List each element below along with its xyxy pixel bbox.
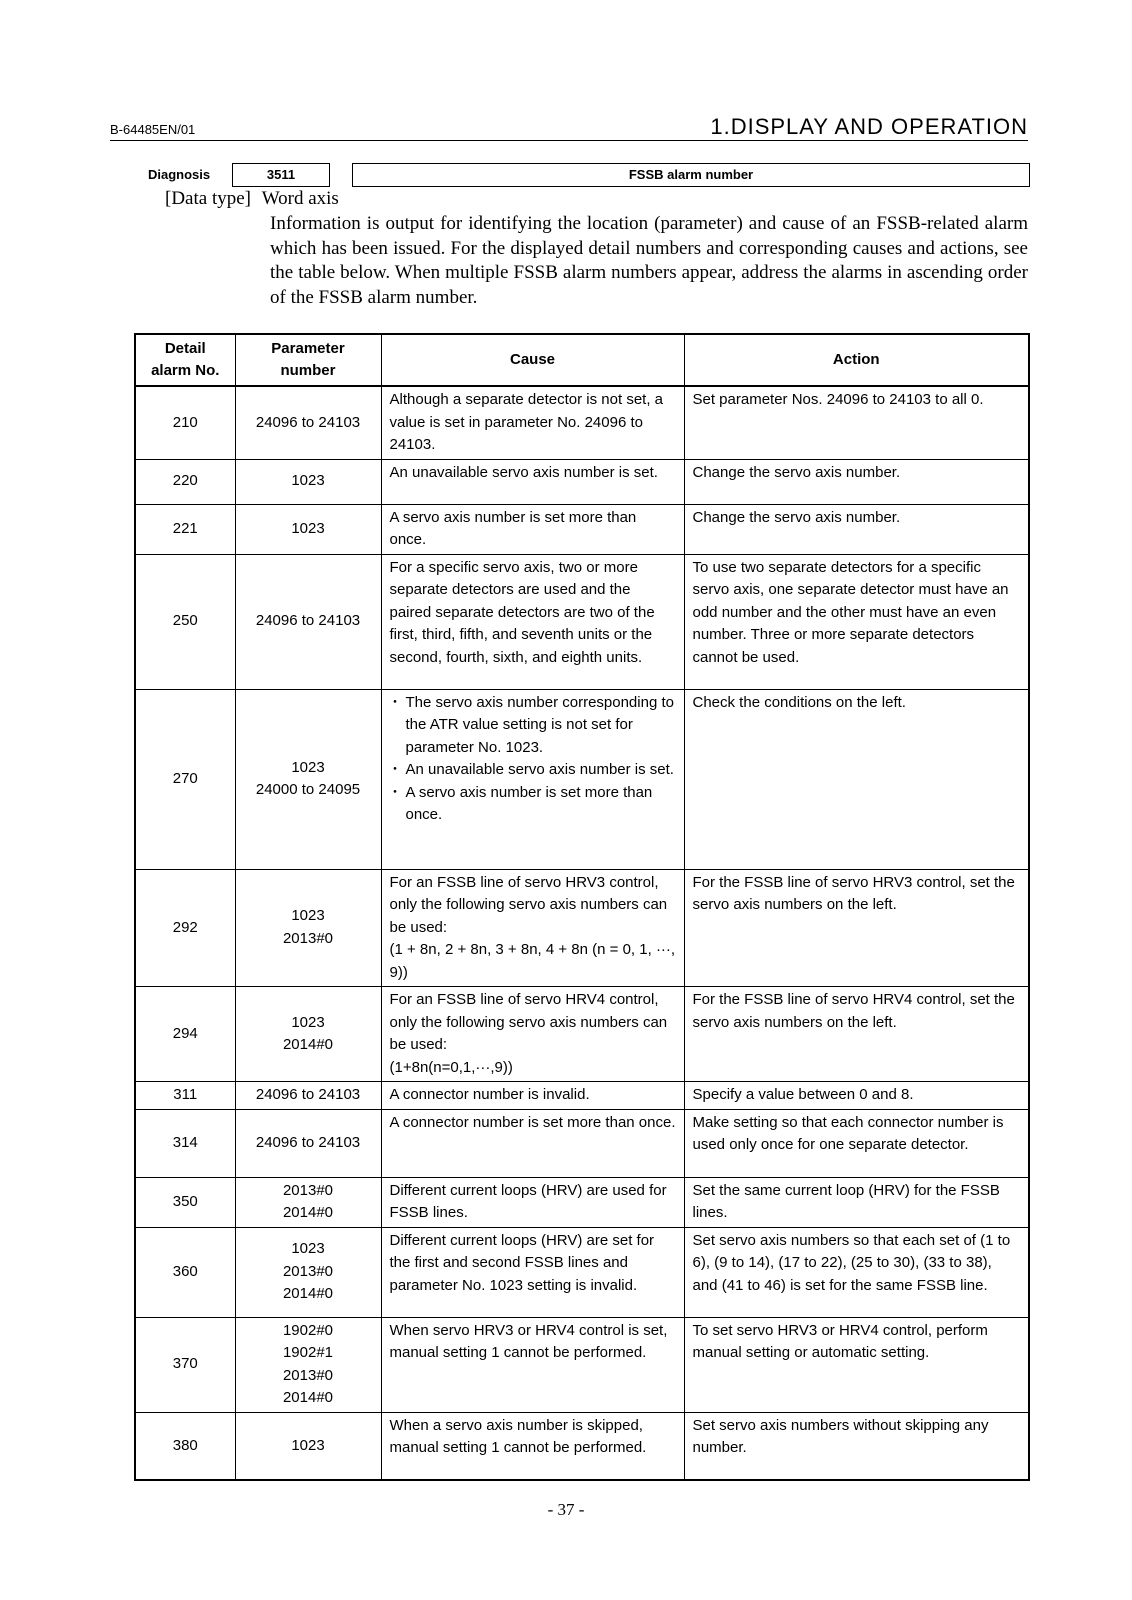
header-detail-alarm-no: Detail alarm No. xyxy=(135,334,235,386)
detail-alarm-no: 221 xyxy=(135,504,235,554)
detail-alarm-no: 220 xyxy=(135,459,235,504)
description: Information is output for identifying the location (parameter) and cause of an FSSB-related alarm which has been issued. For the displayed detail numbers and corresponding causes and actions, see the table below. When multiple FSSB alarm numbers appear, address the alarms in ascending order of the FSSB alarm number. xyxy=(270,213,1028,308)
detail-alarm-no: 360 xyxy=(135,1227,235,1317)
cause-cell: For an FSSB line of servo HRV3 control, only the following servo axis numbers can be used: (1 + 8n, 2 + 8n, 3 + 8n, 4 + 8n (n = 0, 1, ···, 9)) xyxy=(381,869,684,987)
parameter-number: 2013#0 2014#0 xyxy=(235,1177,381,1227)
cause-cell: An unavailable servo axis number is set. xyxy=(381,459,684,504)
data-type xyxy=(165,188,339,210)
detail-alarm-no: 314 xyxy=(135,1109,235,1177)
cause-cell: For a specific servo axis, two or more separate detectors are used and the paired separate detectors are two of the first, third, fifth, and seventh units or the second, fourth, sixth, and eighth units. xyxy=(381,554,684,689)
data-type-value: Word axis xyxy=(261,188,339,209)
action-cell: Set the same current loop (HRV) for the FSSB lines. xyxy=(684,1177,1029,1227)
table-row xyxy=(135,504,1029,554)
table-row xyxy=(135,689,1029,869)
list-item: ・ An unavailable servo axis number is set. xyxy=(390,759,676,782)
detail-alarm-no: 370 xyxy=(135,1317,235,1412)
parameter-number: 1023 2013#0 xyxy=(235,869,381,987)
action-cell: Set servo axis numbers so that each set of (1 to 6), (9 to 14), (17 to 22), (25 to 30), (33 to 38), and (41 to 46) is set for the same FSSB line. xyxy=(684,1227,1029,1317)
list-item: ・ A servo axis number is set more than once. xyxy=(390,782,676,827)
action-cell: For the FSSB line of servo HRV3 control, set the servo axis numbers on the left. xyxy=(684,869,1029,987)
parameter-number: 1023 xyxy=(235,504,381,554)
action-cell: Change the servo axis number. xyxy=(684,504,1029,554)
table-header-row xyxy=(135,334,1029,386)
parameter-number: 1023 2014#0 xyxy=(235,987,381,1082)
action-cell: Check the conditions on the left. xyxy=(684,689,1029,869)
document-id: B-64485EN/01 xyxy=(110,122,196,137)
data-type-label: [Data type] xyxy=(165,188,251,209)
detail-alarm-no: 270 xyxy=(135,689,235,869)
section-title: 1.DISPLAY AND OPERATION xyxy=(710,114,1028,139)
parameter-number: 1023 xyxy=(235,459,381,504)
cause-cell: When servo HRV3 or HRV4 control is set, manual setting 1 cannot be performed. xyxy=(381,1317,684,1412)
cause-cell: Although a separate detector is not set, a value is set in parameter No. 24096 to 24103. xyxy=(381,386,684,459)
action-cell: For the FSSB line of servo HRV4 control, set the servo axis numbers on the left. xyxy=(684,987,1029,1082)
table-row xyxy=(135,1227,1029,1317)
action-cell: Specify a value between 0 and 8. xyxy=(684,1082,1029,1110)
header-parameter-number: Parameter number xyxy=(235,334,381,386)
detail-alarm-no: 350 xyxy=(135,1177,235,1227)
diagnosis-number: 3511 xyxy=(232,163,330,187)
table-row xyxy=(135,1082,1029,1110)
cause-cell: When a servo axis number is skipped, manual setting 1 cannot be performed. xyxy=(381,1412,684,1480)
detail-alarm-no: 292 xyxy=(135,869,235,987)
detail-alarm-no: 311 xyxy=(135,1082,235,1110)
action-cell: Set servo axis numbers without skipping any number. xyxy=(684,1412,1029,1480)
parameter-number: 24096 to 24103 xyxy=(235,1082,381,1110)
parameter-number: 24096 to 24103 xyxy=(235,554,381,689)
detail-alarm-no: 380 xyxy=(135,1412,235,1480)
parameter-number: 1023 24000 to 24095 xyxy=(235,689,381,869)
table-row xyxy=(135,386,1029,459)
detail-alarm-no: 294 xyxy=(135,987,235,1082)
parameter-number: 24096 to 24103 xyxy=(235,1109,381,1177)
action-cell: Set parameter Nos. 24096 to 24103 to all 0. xyxy=(684,386,1029,459)
detail-alarm-no: 210 xyxy=(135,386,235,459)
action-cell: Change the servo axis number. xyxy=(684,459,1029,504)
parameter-number: 24096 to 24103 xyxy=(235,386,381,459)
table-row xyxy=(135,1412,1029,1480)
diagnosis-header xyxy=(148,163,1028,187)
table-row xyxy=(135,869,1029,987)
table-row xyxy=(135,459,1029,504)
diagnosis-label: Diagnosis xyxy=(148,167,211,182)
parameter-number: 1023 xyxy=(235,1412,381,1480)
header-action: Action xyxy=(684,334,1029,386)
parameter-number: 1902#0 1902#1 2013#0 2014#0 xyxy=(235,1317,381,1412)
table-row xyxy=(135,1109,1029,1177)
table-row xyxy=(135,1317,1029,1412)
table-row xyxy=(135,987,1029,1082)
header-rule xyxy=(110,140,1028,141)
action-cell: Make setting so that each connector number is used only once for one separate detector. xyxy=(684,1109,1029,1177)
list-item: ・ The servo axis number corresponding to the ATR value setting is not set for parameter No. 1023. xyxy=(390,692,676,760)
cause-cell xyxy=(381,689,684,869)
detail-alarm-no: 250 xyxy=(135,554,235,689)
table-row xyxy=(135,1177,1029,1227)
action-cell: To set servo HRV3 or HRV4 control, perform manual setting or automatic setting. xyxy=(684,1317,1029,1412)
cause-cell: A connector number is invalid. xyxy=(381,1082,684,1110)
cause-cell: Different current loops (HRV) are set for the first and second FSSB lines and parameter No. 1023 setting is invalid. xyxy=(381,1227,684,1317)
alarm-table xyxy=(134,333,1030,1481)
diagnosis-title: FSSB alarm number xyxy=(352,163,1030,187)
page-number: - 37 - xyxy=(547,1500,585,1519)
parameter-number: 1023 2013#0 2014#0 xyxy=(235,1227,381,1317)
table-row xyxy=(135,554,1029,689)
cause-cell: A connector number is set more than once. xyxy=(381,1109,684,1177)
action-cell: To use two separate detectors for a specific servo axis, one separate detector must have an odd number and the other must have an even number. Three or more separate detectors cannot be used. xyxy=(684,554,1029,689)
cause-cell: Different current loops (HRV) are used for FSSB lines. xyxy=(381,1177,684,1227)
cause-cell: A servo axis number is set more than once. xyxy=(381,504,684,554)
header-cause: Cause xyxy=(381,334,684,386)
cause-list xyxy=(390,692,676,827)
cause-cell: For an FSSB line of servo HRV4 control, only the following servo axis numbers can be used: (1+8n(n=0,1,···,9)) xyxy=(381,987,684,1082)
